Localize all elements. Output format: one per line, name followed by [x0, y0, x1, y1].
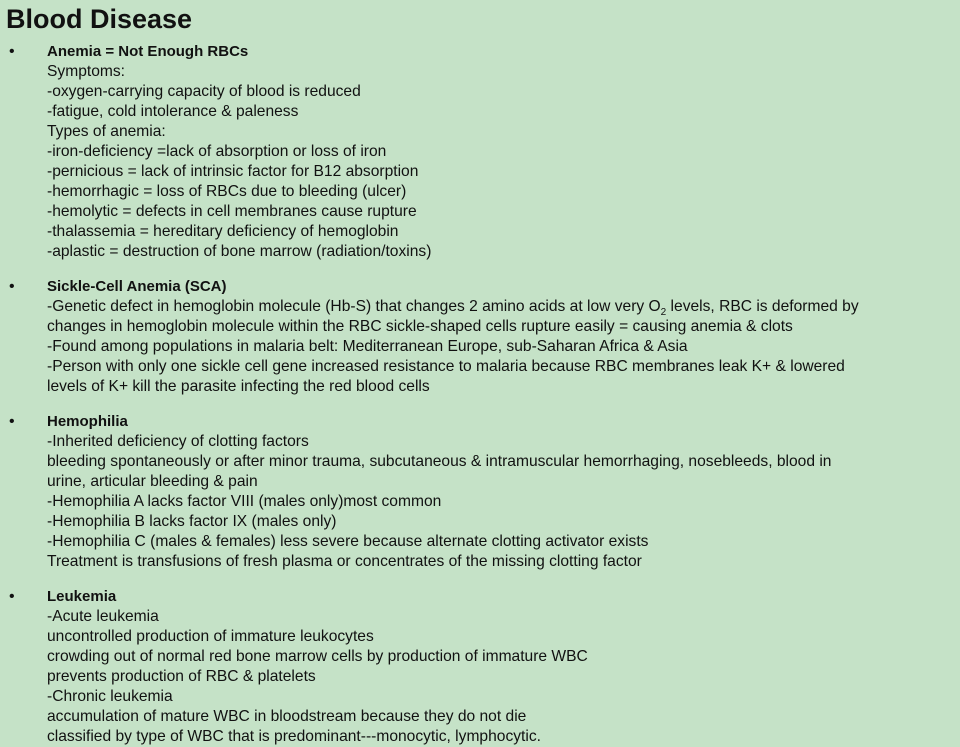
bullet-line: -thalassemia = hereditary deficiency of hemoglobin — [47, 223, 399, 240]
bullet-line: uncontrolled production of immature leukocytes — [47, 628, 374, 645]
bullet-line: -aplastic = destruction of bone marrow (radiation/toxins) — [47, 243, 432, 260]
bullet-dot-icon: • — [9, 413, 15, 430]
bullet-line: -hemolytic = defects in cell membranes cause rupture — [47, 203, 417, 220]
bullet-heading: Sickle-Cell Anemia (SCA) — [47, 278, 227, 295]
line-text: -Genetic defect in hemoglobin molecule (Hb-S) that changes 2 amino acids at low very O — [47, 298, 661, 315]
bullet-line: -Hemophilia A lacks factor VIII (males only)most common — [47, 493, 442, 510]
bullet-line: -Acute leukemia — [47, 608, 159, 625]
bullet-line: urine, articular bleeding & pain — [47, 473, 258, 490]
bullet-dot-icon: • — [9, 588, 15, 605]
bullet-line: -Person with only one sickle cell gene increased resistance to malaria because RBC membranes leak K+ & lowered — [47, 358, 845, 375]
bullet-line: -fatigue, cold intolerance & paleness — [47, 103, 299, 120]
bullet-hemophilia — [6, 412, 960, 572]
bullet-line: prevents production of RBC & platelets — [47, 668, 316, 685]
bullet-line: -oxygen-carrying capacity of blood is reduced — [47, 83, 361, 100]
bullet-line: -Found among populations in malaria belt: Mediterranean Europe, sub-Saharan Africa & Asia — [47, 338, 688, 355]
bullet-list — [6, 42, 960, 747]
bullet-line: levels of K+ kill the parasite infecting the red blood cells — [47, 378, 430, 395]
bullet-line: -hemorrhagic = loss of RBCs due to bleeding (ulcer) — [47, 183, 407, 200]
bullet-line: Treatment is transfusions of fresh plasma or concentrates of the missing clotting factor — [47, 553, 642, 570]
bullet-line: -Hemophilia C (males & females) less severe because alternate clotting activator exists — [47, 533, 649, 550]
bullet-heading: Leukemia — [47, 588, 117, 605]
bullet-line: changes in hemoglobin molecule within the RBC sickle-shaped cells rupture easily = causing anemia & clots — [47, 318, 793, 335]
line-text: levels, RBC is deformed by — [666, 298, 859, 315]
bullet-line: classified by type of WBC that is predominant---monocytic, lymphocytic. — [47, 728, 541, 745]
bullet-line: -pernicious = lack of intrinsic factor for B12 absorption — [47, 163, 419, 180]
bullet-line: -Chronic leukemia — [47, 688, 173, 705]
slide-title: Blood Disease — [6, 4, 193, 34]
bullet-anemia — [6, 42, 960, 262]
bullet-heading: Anemia = Not Enough RBCs — [47, 43, 249, 60]
bullet-line: -Hemophilia B lacks factor IX (males only) — [47, 513, 337, 530]
bullet-line — [47, 297, 960, 317]
bullet-line: accumulation of mature WBC in bloodstream because they do not die — [47, 708, 527, 725]
subscript: 2 — [660, 307, 667, 319]
bullet-sickle-cell — [6, 277, 960, 397]
bullet-line: crowding out of normal red bone marrow cells by production of immature WBC — [47, 648, 588, 665]
bullet-line: -Inherited deficiency of clotting factors — [47, 433, 309, 450]
bullet-leukemia — [6, 587, 960, 747]
bullet-line: bleeding spontaneously or after minor trauma, subcutaneous & intramuscular hemorrhaging, nosebleeds, blood in — [47, 453, 832, 470]
bullet-dot-icon: • — [9, 278, 15, 295]
bullet-line: -iron-deficiency =lack of absorption or loss of iron — [47, 143, 387, 160]
bullet-line: Symptoms: — [47, 63, 125, 80]
bullet-dot-icon: • — [9, 43, 15, 60]
bullet-line: Types of anemia: — [47, 123, 166, 140]
bullet-heading: Hemophilia — [47, 413, 128, 430]
